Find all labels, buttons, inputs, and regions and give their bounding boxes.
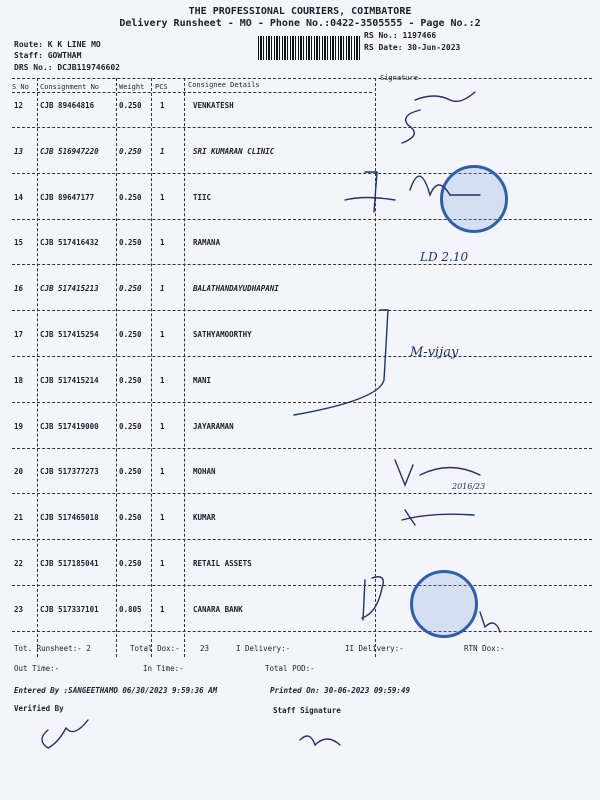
row-18-pcs: 1 (160, 375, 165, 385)
route-label: Route: K K LINE MO (14, 40, 101, 49)
row-15-consignee: RAMANA (193, 238, 221, 248)
row-23-consignee: CANARA BANK (193, 604, 243, 614)
row-16-consignment: CJB 517415213 (40, 284, 99, 294)
signature-kumaran (345, 172, 395, 212)
row-12-pcs: 1 (160, 101, 165, 110)
row-18-consignee: MANI (193, 375, 212, 385)
row-17-pcs: 1 (160, 330, 165, 339)
signature-venkatesh (402, 92, 475, 143)
row-22-weight: 0.250 (119, 559, 142, 568)
signature-canara (480, 612, 500, 632)
row-16-sno: 16 (14, 284, 24, 294)
row-15-weight: 0.250 (119, 238, 142, 248)
row-23-weight: 0.805 (119, 604, 142, 614)
row-21-weight: 0.250 (119, 513, 142, 523)
row-19-sno: 19 (14, 421, 24, 431)
row-19-weight: 0.250 (119, 421, 142, 431)
rs-date: RS Date: 30-Jun-2023 (364, 43, 461, 52)
row-14-sno: 14 (14, 192, 24, 202)
row-23-sno: 23 (14, 604, 24, 614)
row-17-weight: 0.250 (119, 330, 142, 339)
row-20-sno: 20 (14, 467, 24, 477)
row-12-weight: 0.250 (119, 101, 142, 110)
row-14-consignee: TIIC (193, 192, 212, 202)
row-12-sno: 12 (14, 101, 24, 110)
row-19-consignee: JAYARAMAN (193, 421, 234, 431)
signature-tiic (410, 176, 480, 195)
row-17-sno: 17 (14, 330, 24, 339)
row-13-consignment: CJB 516947220 (40, 146, 99, 156)
row-21-consignee: KUMAR (193, 513, 216, 523)
row-13-sno: 13 (14, 146, 24, 156)
handwritten-ramana: LD 2.10 (420, 250, 469, 264)
staff-signature-mark (300, 736, 340, 745)
row-23-consignment: CJB 517337101 (40, 604, 99, 614)
staff-label: Staff: GOWTHAM (14, 51, 82, 60)
col-header-pcs: PCS (155, 83, 168, 91)
drs-label: DRS No.: DCJB119746602 (14, 63, 120, 72)
company-title: THE PROFESSIONAL COURIERS, COIMBATORE (188, 6, 412, 17)
staff-signature-label: Staff Signature (273, 706, 341, 715)
row-15-consignment: CJB 517416432 (40, 238, 99, 248)
row-14-consignment: CJB 89647177 (40, 192, 95, 202)
row-16-consignee: BALATHANDAYUDHAPANI (193, 284, 279, 294)
row-21-pcs: 1 (160, 513, 165, 523)
col-header-signature: Signature (380, 74, 418, 82)
row-14-weight: 0.250 (119, 192, 142, 202)
col-header-consignment: Consignment No (40, 83, 100, 91)
row-20-consignment: CJB 517377273 (40, 467, 99, 477)
signature-retail (362, 577, 383, 620)
row-21-consignment: CJB 517465018 (40, 513, 99, 523)
signature-line-17 (294, 310, 388, 415)
tot-runsheet: Tot. Runsheet:- 2 (14, 644, 91, 653)
out-time: Out Time:- (14, 664, 60, 673)
handwritten-date: 2016/23 (452, 482, 486, 491)
entered-by: Entered By :SANGEETHAMO 06/30/2023 9:59:36 AM (14, 686, 218, 695)
total-pod: Total POD:- (265, 664, 315, 673)
row-21-sno: 21 (14, 513, 24, 523)
row-15-pcs: 1 (160, 238, 165, 248)
row-17-consignee: SATHYAMOORTHY (193, 330, 252, 339)
row-20-consignee: MOHAN (193, 467, 216, 477)
rtn-dox: RTN Dox:- (464, 644, 505, 653)
verified-by: Verified By (14, 704, 64, 713)
row-14-pcs: 1 (160, 192, 165, 202)
handwritten-mvijay: M-vijay (410, 345, 459, 360)
verified-signature (42, 720, 88, 748)
row-13-consignee: SRI KUMARAN CLINIC (193, 146, 275, 156)
row-17-consignment: CJB 517415254 (40, 330, 99, 339)
row-18-sno: 18 (14, 375, 24, 385)
row-19-consignment: CJB 517419000 (40, 421, 99, 431)
row-12-consignment: CJB 89464816 (40, 101, 95, 110)
row-18-weight: 0.250 (119, 375, 142, 385)
row-12-consignee: VENKATESH (193, 101, 234, 110)
row-19-pcs: 1 (160, 421, 165, 431)
row-16-weight: 0.250 (119, 284, 142, 294)
row-22-consignee: RETAIL ASSETS (193, 559, 252, 568)
printed-on: Printed On: 30-06-2023 09:59:49 (270, 686, 410, 695)
col-header-weight: Weight (119, 83, 145, 91)
total-dox-value: 23 (200, 644, 210, 653)
row-20-weight: 0.250 (119, 467, 142, 477)
row-13-weight: 0.250 (119, 146, 142, 156)
ii-delivery: II Delivery:- (345, 644, 404, 653)
col-header-sno: S No (12, 83, 29, 91)
row-18-consignment: CJB 517415214 (40, 375, 99, 385)
row-22-sno: 22 (14, 559, 24, 568)
row-22-consignment: CJB 517185041 (40, 559, 99, 568)
in-time: In Time:- (143, 664, 184, 673)
i-delivery: I Delivery:- (236, 644, 291, 653)
rs-number: RS No.: 1197466 (364, 31, 437, 40)
row-20-pcs: 1 (160, 467, 165, 477)
signature-kumar (402, 510, 474, 525)
col-header-consignee: Consignee Details (188, 81, 260, 89)
total-dox-label: Total Dox:- (130, 644, 180, 653)
row-23-pcs: 1 (160, 604, 165, 614)
row-16-pcs: 1 (160, 284, 165, 294)
runsheet-subtitle: Delivery Runsheet - MO - Phone No.:0422-3505555 - Page No.:2 (119, 18, 481, 29)
row-22-pcs: 1 (160, 559, 165, 568)
row-15-sno: 15 (14, 238, 24, 248)
row-13-pcs: 1 (160, 146, 165, 156)
